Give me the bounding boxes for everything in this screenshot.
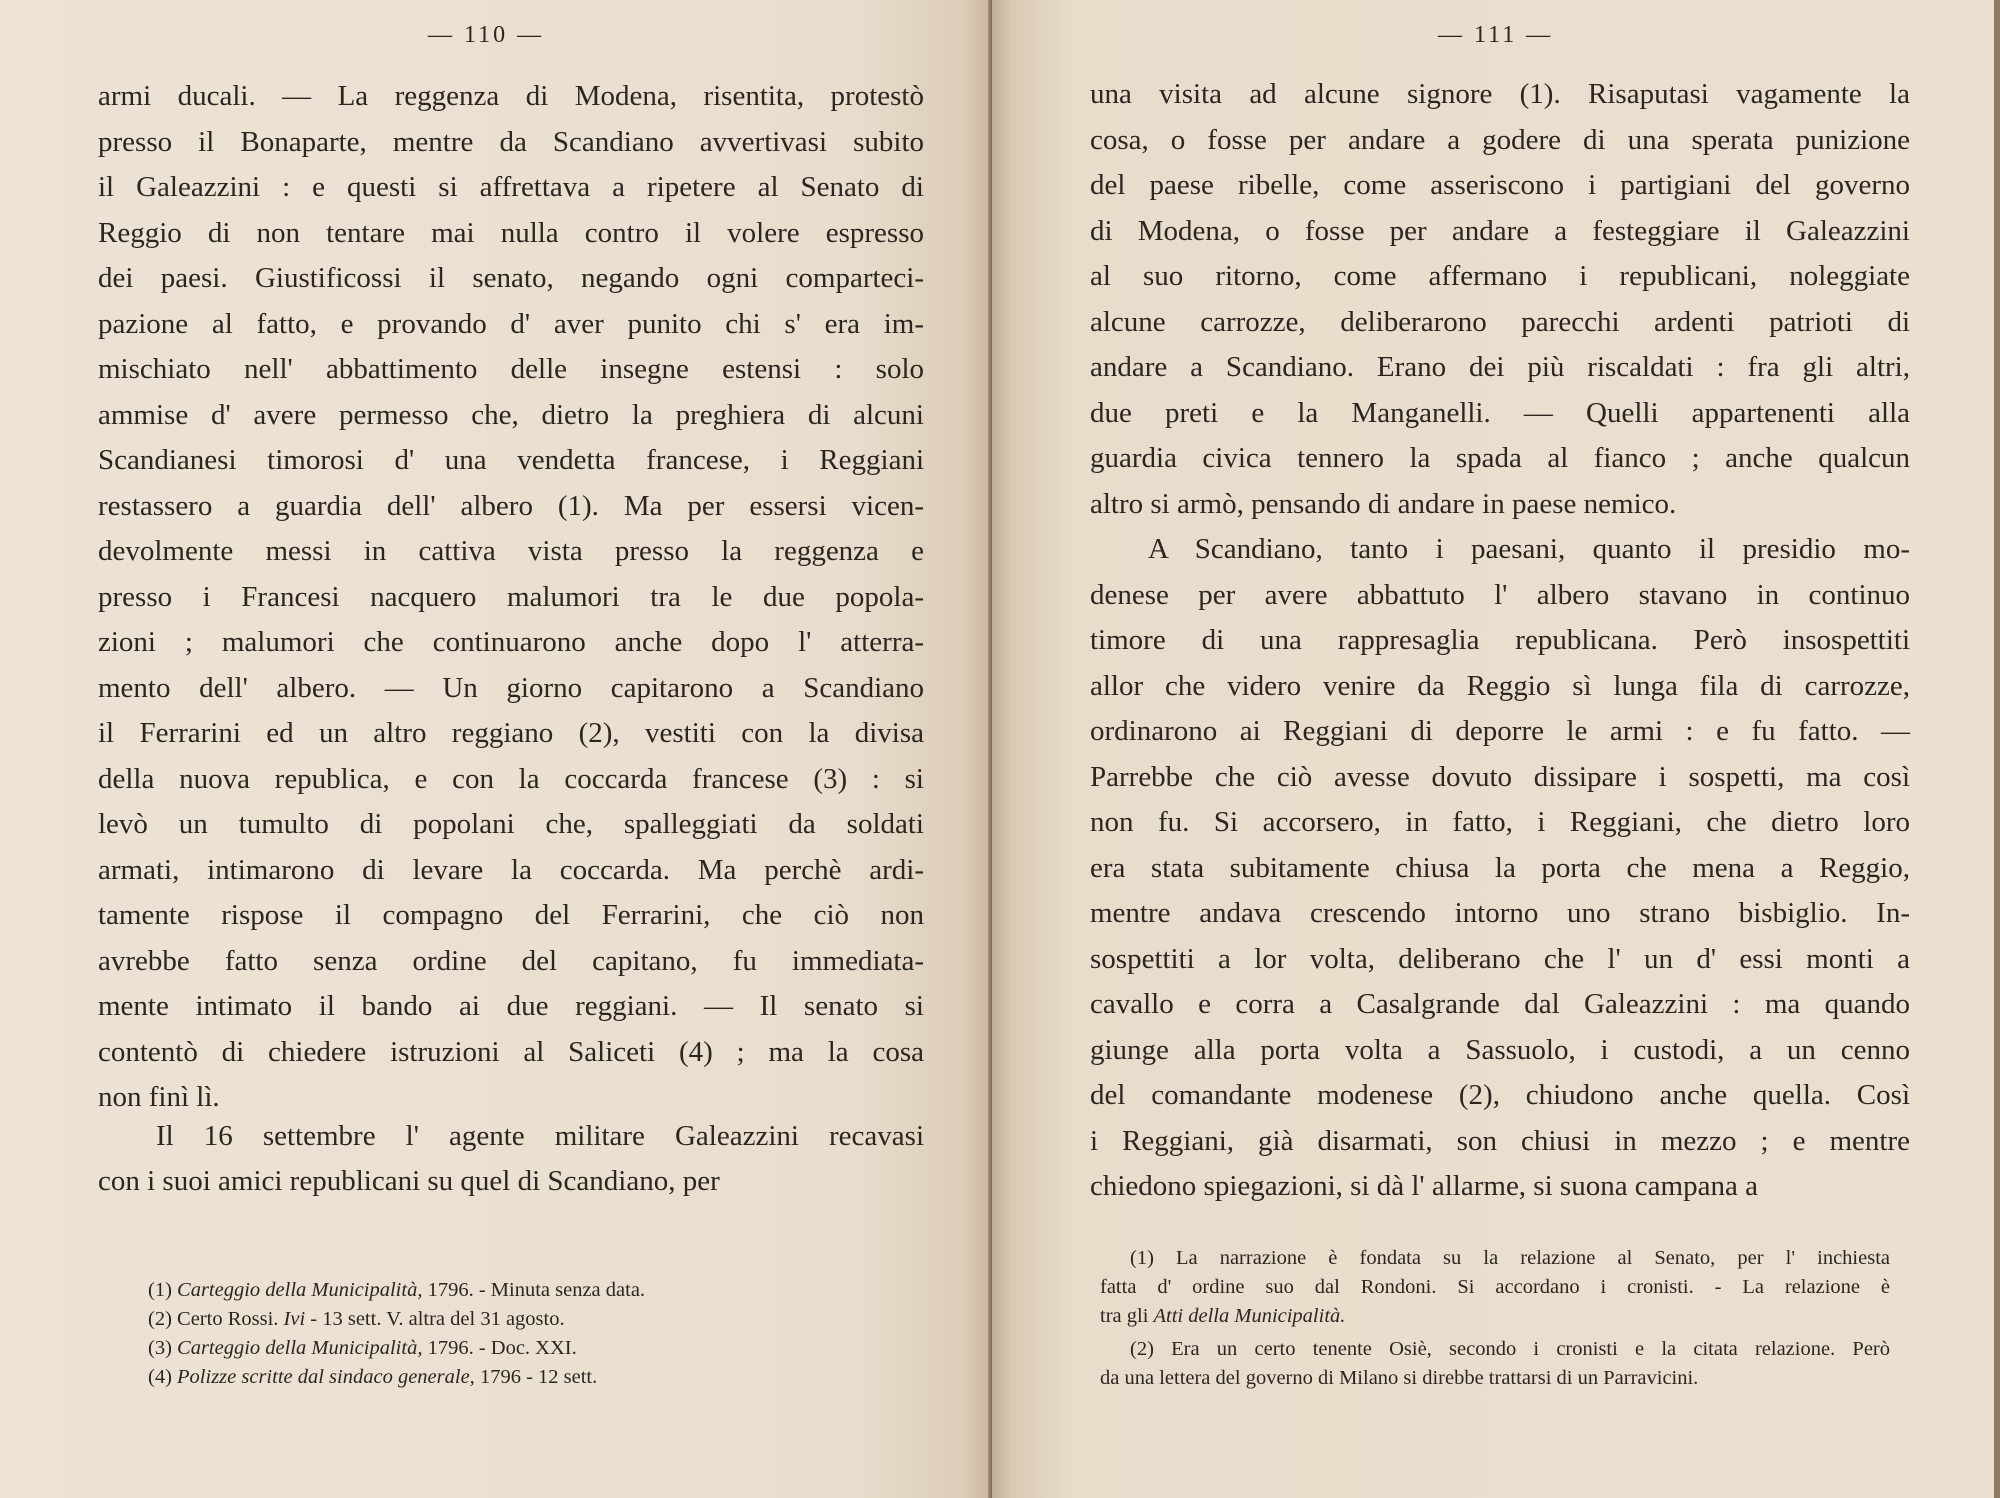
footnote-2: (2) Certo Rossi. Ivi - 13 sett. V. altra del 31 agosto. bbox=[148, 1308, 565, 1330]
text-line: altro si armò, pensando di andare in paese nemico. bbox=[1090, 487, 1677, 520]
text-line: andare a Scandiano. Erano dei più riscaldati : fra gli altri, bbox=[1090, 351, 1910, 383]
left-footnotes bbox=[148, 1276, 848, 1392]
left-paragraph-2 bbox=[98, 1114, 924, 1205]
text-line: sospettiti a lor volta, deliberano che l' un d' essi monti a bbox=[1090, 942, 1910, 975]
text-line: giunge alla porta volta a Sassuolo, i custodi, a un cenno bbox=[1090, 1033, 1910, 1066]
text-line: dei paesi. Giustificossi il senato, negando ogni comparteci- bbox=[98, 262, 924, 294]
text-line: di Modena, o fosse per andare a festeggiare il Galeazzini bbox=[1090, 214, 1910, 247]
footnote-1: (1) Carteggio della Municipalità, 1796. - Minuta senza data. bbox=[148, 1279, 646, 1301]
text-line: contentò di chiedere istruzioni al Saliceti (4) ; ma la cosa bbox=[98, 1035, 924, 1068]
footnote-r1-line2: fatta d' ordine suo dal Rondoni. Si accordano i cronisti. - La relazione è bbox=[1100, 1276, 1890, 1298]
text-line: devolmente messi in cattiva vista presso la reggenza e bbox=[98, 535, 924, 567]
right-page bbox=[992, 0, 2000, 1498]
text-line: allor che videro venire da Reggio sì lunga fila di carrozze, bbox=[1090, 669, 1910, 702]
text-line: chiedono spiegazioni, si dà l' allarme, si suona campana a bbox=[1090, 1170, 1758, 1202]
text-line: timore di una rappresaglia republicana. Però insospettiti bbox=[1090, 624, 1910, 656]
text-line: due preti e la Manganelli. — Quelli appartenenti alla bbox=[1090, 396, 1910, 429]
text-line: presso i Francesi nacquero malumori tra le due popola- bbox=[98, 580, 924, 613]
left-page bbox=[0, 0, 992, 1498]
footnote-r2-line2: da una lettera del governo di Milano si direbbe trattarsi di un Parravicini. bbox=[1100, 1367, 1699, 1389]
footnote-r1-line1: (1) La narrazione è fondata su la relazione al Senato, per l' inchiesta bbox=[1130, 1247, 1890, 1269]
text-line: armi ducali. — La reggenza di Modena, risentita, protestò bbox=[98, 80, 924, 112]
text-line: alcune carrozze, deliberarono parecchi ardenti patrioti di bbox=[1090, 305, 1910, 338]
text-line: Scandianesi timorosi d' una vendetta francese, i Reggiani bbox=[98, 444, 924, 476]
text-line: ordinarono ai Reggiani di deporre le armi : e fu fatto. — bbox=[1090, 715, 1910, 747]
text-line: era stata subitamente chiusa la porta che mena a Reggio, bbox=[1090, 851, 1910, 884]
text-line: della nuova republica, e con la coccarda francese (3) : si bbox=[98, 762, 924, 795]
text-line: mentre andava crescendo intorno uno strano bisbiglio. In- bbox=[1090, 897, 1910, 929]
text-line: ammise d' avere permesso che, dietro la preghiera di alcuni bbox=[98, 398, 924, 431]
text-line: restassero a guardia dell' albero (1). Ma per essersi vicen- bbox=[98, 489, 924, 522]
text-line: avrebbe fatto senza ordine del capitano, fu immediata- bbox=[98, 944, 924, 977]
text-line: tamente rispose il compagno del Ferrarini, che ciò non bbox=[98, 899, 924, 931]
text-line: cavallo e corra a Casalgrande dal Galeazzini : ma quando bbox=[1090, 988, 1910, 1020]
text-line: armati, intimarono di levare la coccarda. Ma perchè ardi- bbox=[98, 853, 924, 886]
right-footnotes bbox=[1100, 1244, 1890, 1393]
text-line: il Galeazzini : e questi si affrettava a ripetere al Senato di bbox=[98, 171, 924, 203]
text-line: denese per avere abbattuto l' albero stavano in continuo bbox=[1090, 578, 1910, 611]
page-edge bbox=[1994, 0, 2000, 1498]
footnote-3: (3) Carteggio della Municipalità, 1796. - Doc. XXI. bbox=[148, 1337, 577, 1359]
text-line: il Ferrarini ed un altro reggiano (2), vestiti con la divisa bbox=[98, 717, 924, 749]
footnote-r1-line3: tra gli Atti della Municipalità. bbox=[1100, 1305, 1346, 1327]
text-line: presso il Bonaparte, mentre da Scandiano avvertivasi subito bbox=[98, 125, 924, 158]
text-line: pazione al fatto, e provando d' aver punito chi s' era im- bbox=[98, 307, 924, 340]
text-line: cosa, o fosse per andare a godere di una sperata punizione bbox=[1090, 123, 1910, 156]
text-line: non fu. Si accorsero, in fatto, i Reggiani, che dietro loro bbox=[1090, 806, 1910, 838]
footnote-r2-line1: (2) Era un certo tenente Osiè, secondo i cronisti e la citata relazione. Però bbox=[1130, 1338, 1890, 1360]
page-number-right: — 111 — bbox=[1438, 22, 1554, 48]
right-body-text bbox=[1090, 72, 1910, 1210]
right-paragraph-2 bbox=[1090, 527, 1910, 1210]
text-line: una visita ad alcune signore (1). Risaputasi vagamente la bbox=[1090, 78, 1910, 110]
text-line: i Reggiani, già disarmati, son chiusi in mezzo ; e mentre bbox=[1090, 1124, 1910, 1157]
text-line: con i suoi amici republicani su quel di Scandiano, per bbox=[98, 1165, 720, 1197]
text-line: Parrebbe che ciò avesse dovuto dissipare i sospetti, ma così bbox=[1090, 760, 1910, 793]
text-line: levò un tumulto di popolani che, spalleggiati da soldati bbox=[98, 808, 924, 840]
text-line: Reggio di non tentare mai nulla contro il volere espresso bbox=[98, 216, 924, 249]
text-line: zioni ; malumori che continuarono anche dopo l' atterra- bbox=[98, 626, 924, 658]
text-line: mischiato nell' abbattimento delle insegne estensi : solo bbox=[98, 353, 924, 385]
left-paragraph-1 bbox=[98, 74, 924, 1121]
text-line: al suo ritorno, come affermano i republicani, noleggiate bbox=[1090, 260, 1910, 292]
page-number-left: — 110 — bbox=[428, 22, 545, 48]
text-line: del comandante modenese (2), chiudono anche quella. Così bbox=[1090, 1079, 1910, 1111]
text-line: mente intimato il bando ai due reggiani. — Il senato si bbox=[98, 990, 924, 1022]
text-line: del paese ribelle, come asseriscono i partigiani del governo bbox=[1090, 169, 1910, 201]
text-line: non finì lì. bbox=[98, 1081, 220, 1113]
text-line: A Scandiano, tanto i paesani, quanto il presidio mo- bbox=[1148, 533, 1910, 565]
text-line: guardia civica tennero la spada al fianco ; anche qualcun bbox=[1090, 442, 1910, 474]
left-body-text bbox=[98, 74, 924, 1205]
footnote-4: (4) Polizze scritte dal sindaco generale, 1796 - 12 sett. bbox=[148, 1366, 598, 1388]
text-line: mento dell' albero. — Un giorno capitarono a Scandiano bbox=[98, 671, 924, 704]
text-line: Il 16 settembre l' agente militare Galeazzini recavasi bbox=[156, 1119, 924, 1152]
right-paragraph-1 bbox=[1090, 72, 1910, 527]
